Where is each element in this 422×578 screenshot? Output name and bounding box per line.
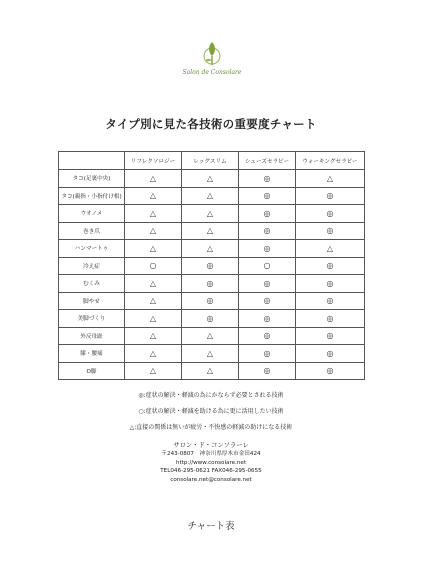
table-row xyxy=(59,310,365,328)
table-cell: ◎ xyxy=(182,257,239,275)
table-cell: ◎ xyxy=(239,187,296,205)
logo xyxy=(180,38,244,76)
table-row xyxy=(59,187,365,205)
row-label: 外反母趾 xyxy=(59,327,125,345)
table-cell: △ xyxy=(296,240,365,258)
row-label: 脚やせ xyxy=(59,292,125,310)
row-label: 巻き爪 xyxy=(59,222,125,240)
column-header: シューズセラピー xyxy=(239,152,296,170)
table-cell: ◎ xyxy=(296,275,365,293)
table-cell: △ xyxy=(125,222,182,240)
table-row xyxy=(59,257,365,275)
table-cell: △ xyxy=(182,327,239,345)
importance-chart-table xyxy=(58,151,365,380)
logo-text: Salon de Consolare xyxy=(182,69,242,76)
table-cell: △ xyxy=(125,275,182,293)
table-cell: ◎ xyxy=(296,292,365,310)
address: 〒243-0807 神奈川県厚木市金田424 xyxy=(161,451,261,458)
table-cell: ◎ xyxy=(296,327,365,345)
table-cell: ◎ xyxy=(239,170,296,188)
table-header-row xyxy=(59,152,365,170)
table-cell: △ xyxy=(125,310,182,328)
table-cell: ◎ xyxy=(239,327,296,345)
table-cell: ◎ xyxy=(239,362,296,380)
row-label: タコ(足裏中央) xyxy=(59,170,125,188)
table-cell: △ xyxy=(125,345,182,363)
table-cell: ◎ xyxy=(296,257,365,275)
table-cell: △ xyxy=(182,240,239,258)
table-cell: ◎ xyxy=(239,310,296,328)
image-caption: チャート表 xyxy=(187,521,235,532)
table-cell: △ xyxy=(125,240,182,258)
row-label: 膝・腰痛 xyxy=(59,345,125,363)
row-label: O脚 xyxy=(59,362,125,380)
table-row xyxy=(59,362,365,380)
table-header-blank xyxy=(59,152,125,170)
table-cell: ○ xyxy=(125,257,182,275)
legend-double-circle: ◎:症状の解決・軽減の為にかならず必要とされる技術 xyxy=(138,392,284,399)
table-row xyxy=(59,292,365,310)
table-cell: ◎ xyxy=(239,345,296,363)
table-cell: △ xyxy=(125,187,182,205)
table-cell: ◎ xyxy=(296,187,365,205)
table-cell: △ xyxy=(296,170,365,188)
row-label: 美脚づくり xyxy=(59,310,125,328)
table-cell: ◎ xyxy=(182,292,239,310)
table-cell: △ xyxy=(125,327,182,345)
table-cell: ◎ xyxy=(296,345,365,363)
contact-info xyxy=(0,442,422,484)
table-cell: △ xyxy=(182,362,239,380)
page-title: タイプ別に見た各技術の重要度チャート xyxy=(105,117,317,131)
legend-triangle: △:直接の関係は無いが疲労・不快感の軽減の助けになる技術 xyxy=(129,424,293,431)
website-url: http://www.consolare.net xyxy=(175,459,247,466)
table-cell: △ xyxy=(125,170,182,188)
leaf-logo-icon xyxy=(199,38,225,68)
table-cell: ◎ xyxy=(296,205,365,223)
table-cell: △ xyxy=(182,205,239,223)
row-label: 冷え症 xyxy=(59,257,125,275)
table-row xyxy=(59,222,365,240)
table-cell: △ xyxy=(125,292,182,310)
table-cell: ◎ xyxy=(239,240,296,258)
table-cell: ◎ xyxy=(182,310,239,328)
column-header: レッグスリム xyxy=(182,152,239,170)
row-label: むくみ xyxy=(59,275,125,293)
table-cell: △ xyxy=(182,170,239,188)
row-label: タコ(親指・小指付け根) xyxy=(59,187,125,205)
table-row xyxy=(59,275,365,293)
table-row xyxy=(59,170,365,188)
table-cell: ◎ xyxy=(296,362,365,380)
table-cell: △ xyxy=(182,187,239,205)
email: consolare.net@consolare.net xyxy=(170,476,252,483)
table-cell: ◎ xyxy=(239,275,296,293)
table-row xyxy=(59,345,365,363)
table-cell: △ xyxy=(182,345,239,363)
table-row xyxy=(59,205,365,223)
phone-fax: TEL046-295-0621 FAX046-295-0655 xyxy=(160,468,262,475)
row-label: ハンマートゥ xyxy=(59,240,125,258)
table-cell: △ xyxy=(182,222,239,240)
table-cell: ◎ xyxy=(239,222,296,240)
table-cell: △ xyxy=(125,205,182,223)
row-label: ウオノメ xyxy=(59,205,125,223)
table-cell: ◎ xyxy=(239,205,296,223)
column-header: ウォーキングセラピー xyxy=(296,152,365,170)
table-cell: ◎ xyxy=(239,292,296,310)
table-cell: ○ xyxy=(239,257,296,275)
table-row xyxy=(59,327,365,345)
table-cell: △ xyxy=(125,362,182,380)
column-header: リフレクソロジー xyxy=(125,152,182,170)
table-cell: ◎ xyxy=(296,222,365,240)
legend-circle: ○:症状の解決・軽減を助ける為に更に活用したい技術 xyxy=(138,408,284,415)
table-cell: ◎ xyxy=(182,275,239,293)
salon-name: サロン・ド・コンソラーレ xyxy=(173,442,249,449)
table-row xyxy=(59,240,365,258)
table-cell: ◎ xyxy=(296,310,365,328)
